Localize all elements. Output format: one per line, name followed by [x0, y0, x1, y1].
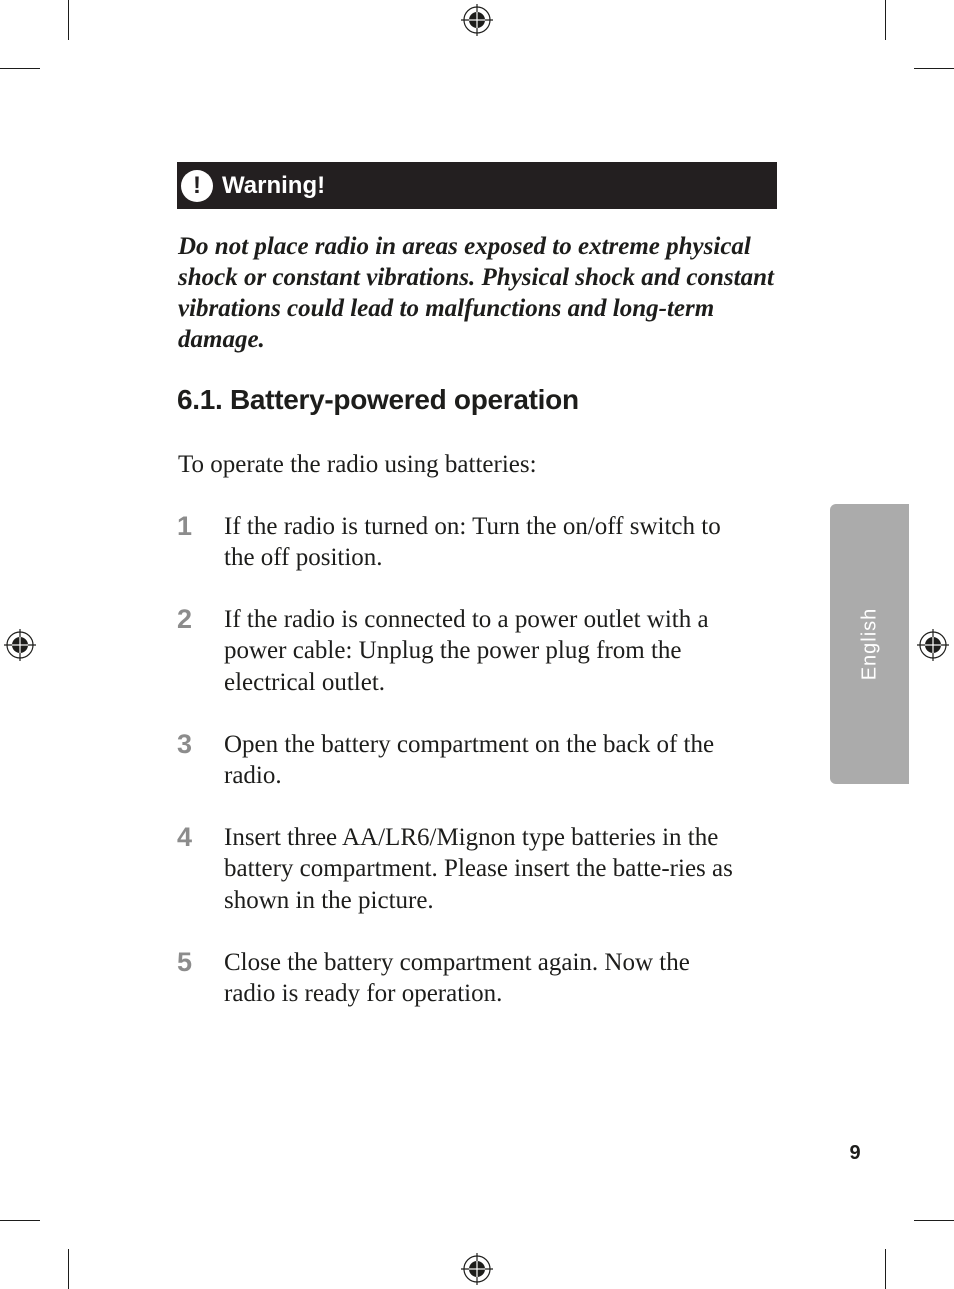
crop-mark: [68, 0, 69, 40]
step-number: 2: [177, 604, 193, 634]
section-heading: 6.1. Battery-powered operation: [177, 384, 579, 415]
warning-bar: [177, 162, 777, 209]
language-tab-label: English: [858, 607, 880, 681]
crop-mark: [885, 1249, 886, 1289]
step-text: Insert three AA/LR6/Mignon type batteries in the battery compartment. Please insert the batte-ries as shown in the picture.: [224, 824, 733, 914]
step-text: If the radio is connected to a power outlet with a power cable: Unplug the power plug from the electrical outlet.: [224, 606, 709, 696]
step-number: 4: [177, 822, 193, 852]
step-text: If the radio is turned on: Turn the on/off switch to the off position.: [224, 513, 721, 572]
step-number: 3: [177, 729, 193, 759]
page-number: 9: [849, 1142, 861, 1164]
crop-mark: [68, 1249, 69, 1289]
section-intro: To operate the radio using batteries:: [178, 451, 537, 478]
crop-mark: [914, 68, 954, 69]
crop-mark: [0, 68, 40, 69]
warning-title: Warning!: [222, 171, 326, 199]
exclamation-icon: !: [181, 170, 213, 202]
crop-mark: [914, 1220, 954, 1221]
registration-mark-icon: [917, 629, 949, 661]
step-text: Open the battery compartment on the back of the radio.: [224, 731, 715, 790]
crop-mark: [0, 1220, 40, 1221]
step-number: 1: [177, 511, 193, 541]
step-text: Close the battery compartment again. Now the radio is ready for operation.: [224, 949, 690, 1008]
step-number: 5: [177, 947, 193, 977]
warning-text: Do not place radio in areas exposed to extreme physical shock or constant vibrations. Physical shock and constant vibrations could lead to malfunctions and long-term damage.: [178, 233, 774, 353]
language-tab: [830, 504, 909, 784]
registration-mark-icon: [4, 629, 36, 661]
crop-mark: [885, 0, 886, 40]
registration-mark-icon: [461, 4, 493, 36]
registration-mark-icon: [461, 1253, 493, 1285]
